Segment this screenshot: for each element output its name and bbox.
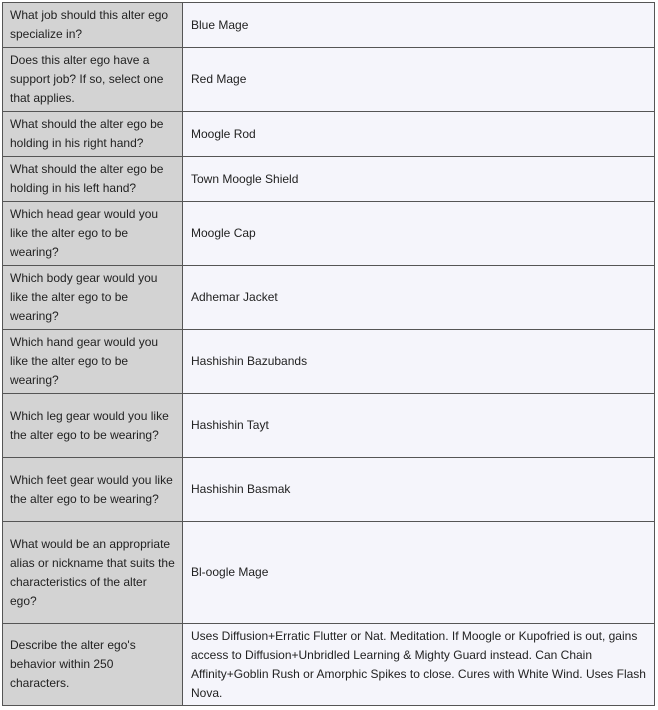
question-cell: Which feet gear would you like the alter ego to be wearing? bbox=[3, 458, 183, 522]
table-row bbox=[3, 3, 655, 48]
question-cell: Does this alter ego have a support job? If so, select one that applies. bbox=[3, 48, 183, 112]
question-cell: What would be an appropriate alias or nickname that suits the characteristics of the alter ego? bbox=[3, 522, 183, 624]
question-cell: Which body gear would you like the alter ego to be wearing? bbox=[3, 266, 183, 330]
question-cell: What job should this alter ego specialize in? bbox=[3, 3, 183, 48]
table-row bbox=[3, 522, 655, 624]
answer-cell: Hashishin Bazubands bbox=[183, 330, 655, 394]
alter-ego-form-table bbox=[2, 2, 655, 706]
answer-cell: Uses Diffusion+Erratic Flutter or Nat. Meditation. If Moogle or Kupofried is out, gains access to Diffusion+Unbridled Learning & Mighty Guard instead. Can Chain Affinity+Goblin Rush or Amorphic Spikes to close. Cures with White Wind. Uses Flash Nova. bbox=[183, 624, 655, 706]
question-cell: Which leg gear would you like the alter ego to be wearing? bbox=[3, 394, 183, 458]
answer-cell: Moogle Rod bbox=[183, 112, 655, 157]
table-row bbox=[3, 394, 655, 458]
question-cell: What should the alter ego be holding in his left hand? bbox=[3, 157, 183, 202]
answer-cell: Hashishin Tayt bbox=[183, 394, 655, 458]
answer-cell: Blue Mage bbox=[183, 3, 655, 48]
answer-cell: Town Moogle Shield bbox=[183, 157, 655, 202]
table-row bbox=[3, 202, 655, 266]
question-cell: What should the alter ego be holding in his right hand? bbox=[3, 112, 183, 157]
question-cell: Which head gear would you like the alter ego to be wearing? bbox=[3, 202, 183, 266]
answer-cell: Bl-oogle Mage bbox=[183, 522, 655, 624]
table-row bbox=[3, 458, 655, 522]
question-cell: Which hand gear would you like the alter ego to be wearing? bbox=[3, 330, 183, 394]
table-row bbox=[3, 48, 655, 112]
table-row bbox=[3, 112, 655, 157]
table-row bbox=[3, 157, 655, 202]
table-row bbox=[3, 266, 655, 330]
table-row bbox=[3, 330, 655, 394]
answer-cell: Moogle Cap bbox=[183, 202, 655, 266]
answer-cell: Hashishin Basmak bbox=[183, 458, 655, 522]
table-row bbox=[3, 624, 655, 706]
answer-cell: Adhemar Jacket bbox=[183, 266, 655, 330]
answer-cell: Red Mage bbox=[183, 48, 655, 112]
question-cell: Describe the alter ego's behavior within 250 characters. bbox=[3, 624, 183, 706]
